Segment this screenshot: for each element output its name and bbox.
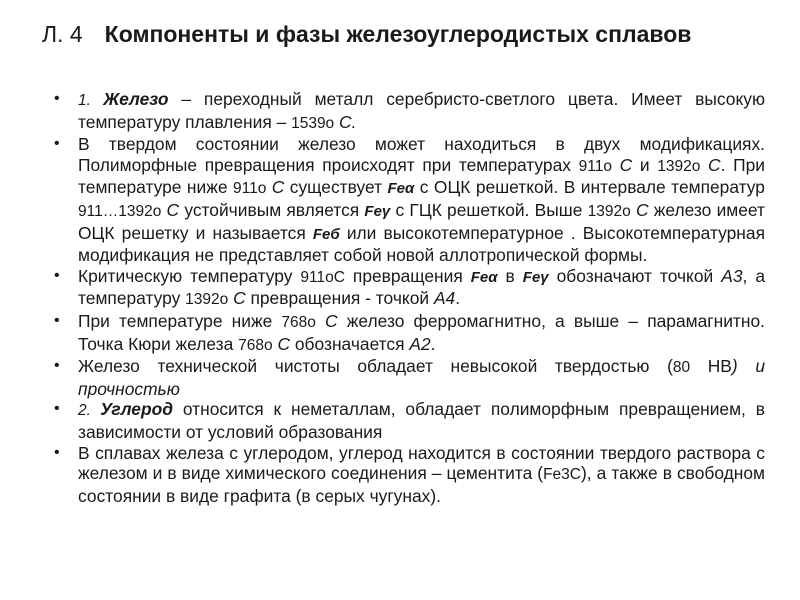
bullet-dot-icon: • bbox=[54, 311, 60, 329]
bullet-text: 2. bbox=[78, 402, 101, 420]
unit-text: С bbox=[315, 310, 338, 331]
bullet-text: . bbox=[455, 288, 461, 309]
symbol-fe-gamma: Feγ bbox=[522, 268, 549, 286]
bullet-text: железо имеет ОЦК решетку и называется bbox=[78, 199, 765, 243]
bullet-dot-icon: • bbox=[54, 90, 60, 107]
temperature-value: 1539о bbox=[291, 114, 335, 132]
unit-text: С bbox=[228, 288, 246, 309]
symbol-fe-alpha: Feα bbox=[470, 268, 498, 286]
bullet-text: с ОЦК решеткой. В интервале температур bbox=[414, 177, 765, 198]
bullet-text: При температуре ниже bbox=[78, 310, 282, 331]
unit-text: С bbox=[611, 154, 633, 175]
bullet-text: . bbox=[430, 333, 436, 354]
bullet-text: ), а также в свободном состоянии в виде графита (в серых чугунах). bbox=[78, 463, 765, 506]
bullet-iron-modifications bbox=[50, 134, 765, 266]
hardness-value: 80 bbox=[672, 359, 691, 377]
temperature-value: 911о bbox=[578, 157, 612, 175]
unit-text: С. bbox=[334, 111, 357, 132]
bullet-text: устойчивым является bbox=[179, 199, 365, 220]
temperature-value: 768о bbox=[281, 313, 316, 331]
bullet-dot-icon: • bbox=[54, 400, 60, 418]
unit-text: С bbox=[272, 333, 291, 354]
bullet-magnetism bbox=[50, 311, 765, 356]
unit-text: С bbox=[630, 199, 649, 220]
point-a3: А3 bbox=[721, 265, 743, 286]
bullet-text: обозначают точкой bbox=[548, 265, 722, 286]
bullet-text: Критическую температуру bbox=[78, 265, 301, 286]
bullet-critical-temperature bbox=[50, 266, 765, 311]
bullet-text: превращения bbox=[344, 265, 471, 286]
bullet-text: В сплавах железа с углеродом, углерод находится в состоянии твердого раствора с железом и в виде химического соединения – цементита ( bbox=[78, 442, 765, 484]
unit-text: С bbox=[266, 177, 285, 198]
unit-text: С bbox=[700, 154, 721, 175]
temperature-value: 1392о bbox=[587, 202, 631, 220]
bullet-text: обозначается bbox=[290, 333, 410, 354]
point-a4: А4 bbox=[433, 288, 456, 309]
lecture-number: Л. 4 bbox=[42, 21, 83, 47]
bullet-text: – переходный металл серебристо-светлого цвета. Имеет высокую температуру плавления – bbox=[78, 89, 765, 132]
bullet-text: и bbox=[632, 154, 658, 175]
bullet-dot-icon: • bbox=[54, 266, 60, 284]
temperature-value: 911о bbox=[232, 180, 267, 198]
bullet-text: Железо технической чистоты обладает невысокой твердостью ( bbox=[78, 356, 673, 377]
temperature-value: 911оС bbox=[300, 268, 345, 286]
bullet-text: существует bbox=[284, 177, 388, 198]
bullet-text: относится к неметаллам, обладает полиморфным превращением, в зависимости от условий образования bbox=[78, 399, 766, 442]
term-iron: Железо bbox=[103, 89, 169, 109]
bullet-carbon bbox=[50, 399, 765, 442]
slide-title bbox=[42, 20, 782, 49]
bullet-dot-icon: • bbox=[54, 443, 60, 461]
unit-text: С bbox=[161, 199, 180, 220]
bullet-text: с ГЦК решеткой. Выше bbox=[390, 199, 588, 220]
bullet-text: или высокотемпературное . Высокотемпературная модификация не представляет собой новой аллотропической формы. bbox=[78, 222, 765, 266]
bullet-dot-icon: • bbox=[54, 357, 60, 375]
bullet-text: ) и прочностью bbox=[78, 356, 765, 399]
temperature-value: 1392о bbox=[657, 157, 701, 175]
symbol-fe-delta: Feб bbox=[312, 225, 340, 243]
bullet-text: превращения - точкой bbox=[245, 288, 434, 309]
bullet-text: В твердом состоянии железо может находиться в двух модификациях. Полиморфные превращения происходят при температурах bbox=[78, 134, 765, 175]
symbol-fe-gamma: Feγ bbox=[364, 202, 391, 220]
bullet-text: 1. bbox=[78, 92, 104, 109]
symbol-fe-alpha: Feα bbox=[387, 180, 415, 198]
bullet-text: в bbox=[497, 265, 523, 286]
bullet-dot-icon: • bbox=[54, 135, 60, 153]
title-text: Компоненты и фазы железоуглеродистых сплавов bbox=[104, 21, 692, 47]
bullet-text: железо ферромагнитно, а выше – парамагнитно. Точка Кюри железа bbox=[78, 310, 765, 354]
temperature-range: 911…1392о bbox=[78, 202, 162, 220]
bullet-list bbox=[50, 89, 765, 506]
term-carbon: Углерод bbox=[100, 399, 173, 420]
bullet-text: , а температуру bbox=[78, 265, 765, 309]
formula-fe3c: Fe3C bbox=[543, 466, 581, 484]
temperature-value: 1392о bbox=[185, 291, 229, 309]
bullet-hardness bbox=[50, 356, 765, 399]
point-a2: А2 bbox=[409, 333, 431, 354]
bullet-iron-intro bbox=[50, 89, 765, 134]
bullet-text: . При температуре ниже bbox=[78, 154, 765, 198]
hardness-unit: НВ bbox=[690, 356, 732, 377]
temperature-value: 768о bbox=[238, 336, 273, 354]
bullet-carbon-in-alloys bbox=[50, 443, 765, 507]
